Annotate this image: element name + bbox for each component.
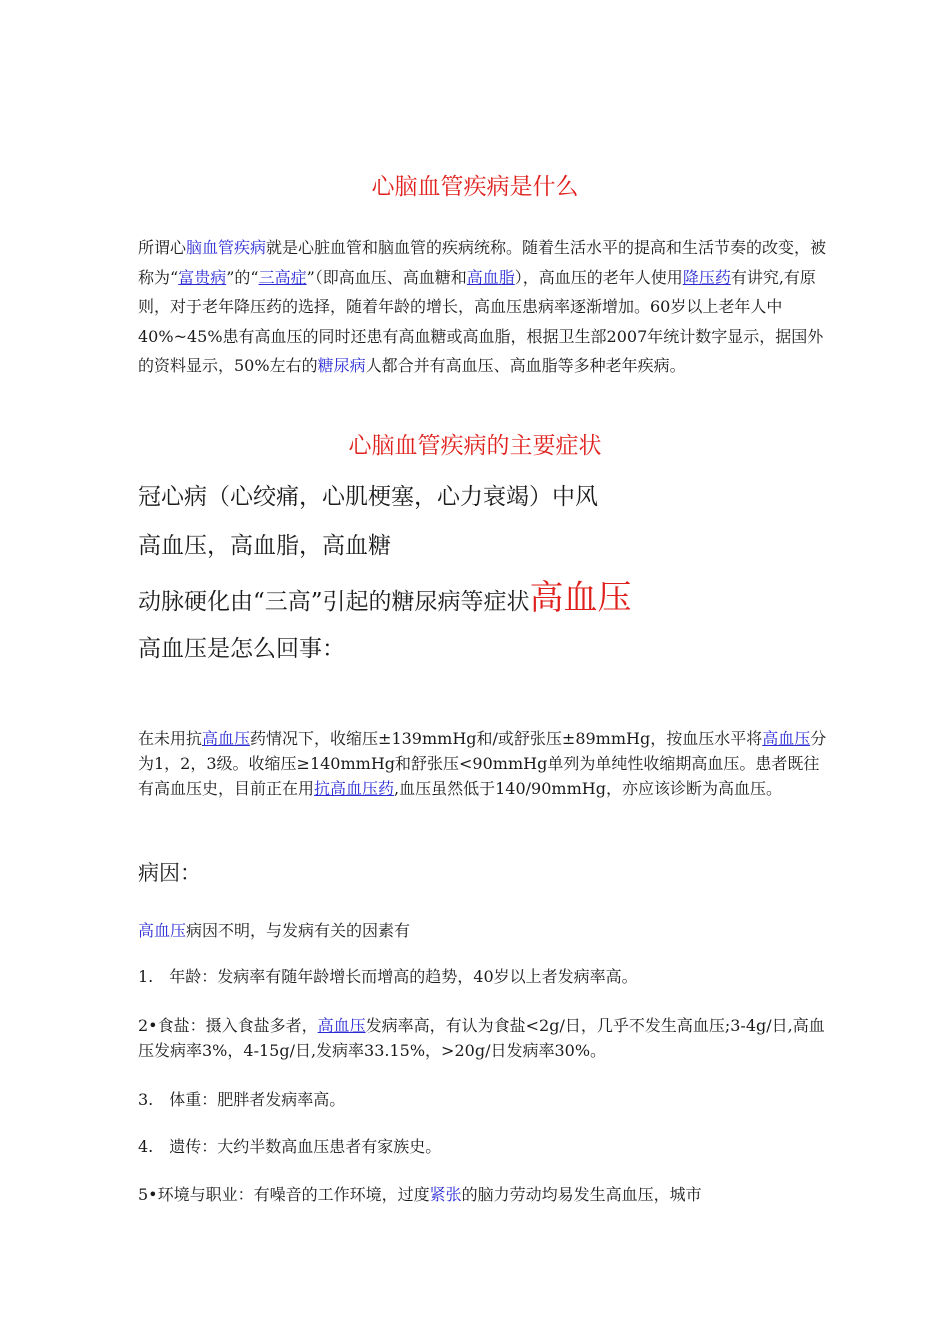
link-hypertension-salt[interactable]: 高血压 (317, 1016, 366, 1035)
cause-item-5-text-1: 5•环境与职业：有噪音的工作环境，过度 (138, 1185, 430, 1204)
definition-text-2: 药情况下，收缩压±139mmHg和/或舒张压±89mmHg，按血压水平将 (250, 729, 763, 748)
symptom-line-3-text: 动脉硬化由“三高”引起的糖尿病等症状 (138, 589, 530, 615)
link-hypertension-2[interactable]: 高血压 (762, 729, 811, 748)
intro-text-1: 所谓心 (138, 238, 187, 257)
link-diabetes[interactable]: 糖尿病 (317, 356, 366, 375)
definition-text-1: 在未用抗 (138, 729, 203, 748)
link-antihypertensive[interactable]: 降压药 (682, 267, 731, 287)
symptom-line-1: 冠心病（心绞痛，心肌梗塞，心力衰竭）中风 (138, 484, 598, 510)
link-hyperlipidemia[interactable]: 高血脂 (466, 267, 515, 287)
cause-item-3: 3. 体重：肥胖者发病率高。 (138, 1090, 346, 1109)
intro-text-6: 有讲究,有原则，对于老年降压药的选择，随着年龄的增长，高血压患病率逐渐增加。60岁以上老年人中40%~45%患有高血压的同时还患有高血糖或高血脂，根据卫生部2007年统计数字显示，据国外的资料显示，50%左右的 (138, 267, 824, 375)
intro-text-3: ”的“ (226, 267, 259, 287)
cause-item-5-text-2: 的脑力劳动均易发生高血压，城市 (461, 1185, 702, 1204)
link-cerebrovascular-disease[interactable]: 脑血管疾病 (186, 238, 267, 257)
link-hypertension-cause[interactable]: 高血压 (138, 921, 187, 940)
cause-item-1: 1. 年龄：发病率有随年龄增长而增高的趋势，40岁以上者发病率高。 (138, 967, 638, 986)
intro-text-2: 就是心脏血管和脑血管的疾病统称。随着生活水平的提高和生活节奏的改变，被称为“ (138, 238, 827, 287)
cause-item-5 (138, 1182, 828, 1207)
intro-text-4: ”（即高血压、高血糖和 (306, 267, 467, 287)
link-stress[interactable]: 紧张 (429, 1185, 462, 1204)
link-antihypertensive-drug[interactable]: 抗高血压药 (314, 779, 395, 798)
cause-item-2 (138, 1013, 828, 1063)
symptom-line-4: 高血压是怎么回事： (138, 636, 345, 662)
symptom-highlight: 高血压 (529, 578, 632, 618)
cause-item-2-text-1: 2•食盐：摄入食盐多者， (138, 1016, 318, 1035)
cause-item-4: 4. 遗传：大约半数高血压患者有家族史。 (138, 1137, 442, 1156)
definition-text-4: ,血压虽然低于140/90mmHg，亦应该诊断为高血压。 (394, 779, 782, 798)
symptom-line-3 (138, 570, 632, 619)
cause-heading: 病因： (138, 861, 201, 885)
symptom-line-2: 高血压，高血脂，高血糖 (138, 533, 391, 559)
intro-paragraph (138, 233, 828, 381)
page-title: 心脑血管疾病是什么 (371, 174, 579, 200)
link-wealth-disease[interactable]: 富贵病 (178, 267, 227, 287)
intro-text-7: 人都合并有高血压、高血脂等多种老年疾病。 (365, 356, 686, 375)
intro-text-5: ），高血压的老年人使用 (514, 267, 683, 287)
cause-intro-text: 病因不明，与发病有关的因素有 (186, 921, 411, 940)
cause-intro (138, 918, 828, 943)
definition-paragraph (138, 726, 828, 801)
link-hypertension-1[interactable]: 高血压 (202, 729, 251, 748)
symptoms-heading: 心脑血管疾病的主要症状 (348, 433, 602, 459)
link-three-highs[interactable]: 三高症 (258, 267, 307, 287)
definition-text-3: 分为1，2，3级。收缩压≥140mmHg和舒张压<90mmHg单列为单纯性收缩期高血压。患者既往有高血压史，目前正在用 (138, 729, 827, 798)
cause-item-2-text-2: 发病率高，有认为食盐<2g/日，几乎不发生高血压;3-4g/日,高血压发病率3%，4-15g/日,发病率33.15%，>20g/日发病率30%。 (138, 1016, 825, 1060)
